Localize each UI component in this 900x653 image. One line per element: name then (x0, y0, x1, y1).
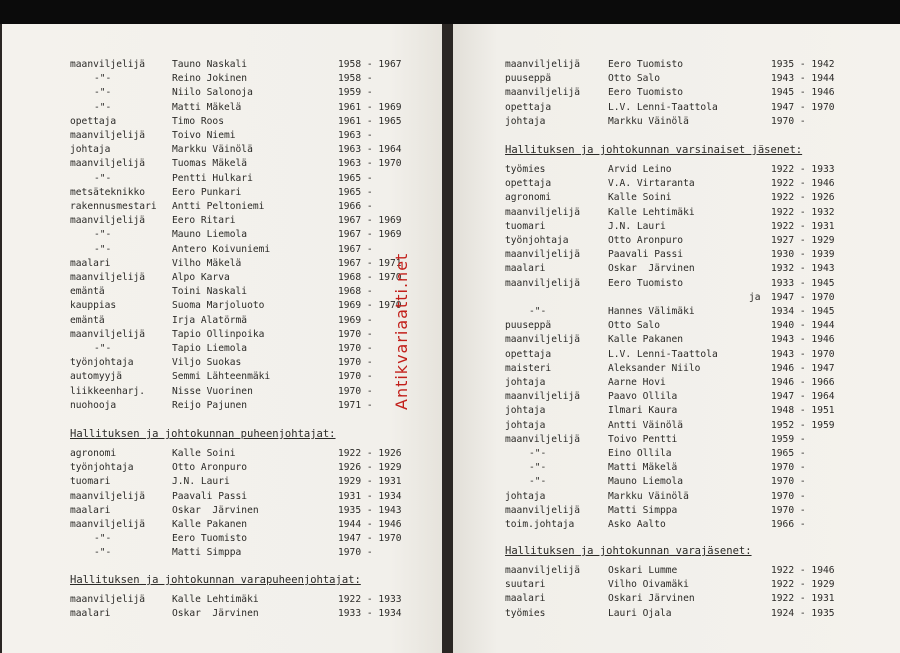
cell-occupation: suutari (505, 579, 546, 591)
table-row (453, 220, 893, 234)
cell-years: 1967 - 1969 (338, 215, 402, 227)
cell-occupation: maanviljelijä (505, 334, 581, 346)
table-row (453, 348, 893, 362)
table-row (2, 299, 442, 313)
cell-occupation: -"- (94, 343, 112, 354)
table-row (453, 206, 893, 220)
table-row (2, 314, 442, 328)
cell-name: Niilo Salonoja (172, 87, 253, 99)
table-row (2, 504, 442, 518)
cell-years: 1943 - 1944 (771, 73, 835, 85)
cell-years: 1927 - 1929 (771, 235, 835, 246)
cell-years: 1922 - 1931 (771, 593, 835, 605)
cell-name: Tapio Liemola (172, 343, 248, 354)
cell-years: 1963 - 1964 (338, 144, 402, 156)
table-row (453, 376, 893, 390)
cell-occupation: maanviljelijä (505, 206, 581, 218)
table-row (2, 58, 442, 72)
cell-name: Kalle Lehtimäki (608, 206, 695, 218)
cell-occupation: rakennusmestari (70, 201, 157, 212)
cell-occupation: maalari (505, 263, 546, 275)
table-row (453, 177, 893, 191)
cell-occupation: maanviljelijä (70, 594, 146, 605)
vice-chairs-heading: Hallituksen ja johtokunnan varapuheenjohtajat: (70, 574, 361, 586)
cell-occupation: -"- (529, 448, 547, 459)
table-row (2, 518, 442, 532)
cell-name: Arvid Leino (608, 164, 672, 175)
cell-name: Eero Tuomisto (608, 277, 684, 289)
cell-occupation: kauppias (70, 300, 117, 312)
cell-years: 1947 - 1970 (771, 101, 835, 113)
cell-occupation: maanviljelijä (70, 328, 146, 340)
table-row (2, 86, 442, 100)
cell-occupation: maanviljelijä (505, 87, 581, 99)
cell-occupation: maalari (505, 593, 546, 605)
table-row (453, 433, 893, 447)
cell-name: Ilmari Kaura (608, 405, 678, 417)
cell-occupation: -"- (94, 533, 112, 545)
cell-occupation: maanviljelijä (70, 519, 146, 530)
table-row (2, 356, 442, 370)
cell-years: 1963 - 1970 (338, 158, 402, 170)
table-row (2, 385, 442, 399)
cell-name: Paavali Passi (608, 249, 684, 261)
cell-name: Semmi Lähteenmäki (172, 371, 271, 383)
cell-occupation: maanviljelijä (505, 391, 581, 403)
cell-name: Antti Peltoniemi (172, 201, 265, 212)
cell-name: J.N. Lauri (608, 220, 666, 232)
cell-name: Matti Simppa (172, 547, 242, 559)
cell-occupation: -"- (94, 87, 112, 99)
cell-name: Nisse Vuorinen (172, 385, 253, 397)
table-row (2, 200, 442, 214)
cell-occupation: nuohooja (70, 399, 117, 411)
cell-years: 1970 - (338, 328, 373, 340)
cell-years: 1965 - (771, 448, 806, 459)
deputies-heading: Hallituksen ja johtokunnan varajäsenet: (505, 545, 752, 557)
members-heading: Hallituksen ja johtokunnan varsinaiset jäsenet: (505, 144, 803, 156)
cell-years: 1922 - 1946 (771, 178, 835, 190)
table-row (2, 546, 442, 560)
cell-occupation: emäntä (70, 286, 105, 298)
cell-name: Otto Aronpuro (608, 235, 684, 246)
cell-name: Kalle Soini (608, 192, 672, 204)
table-row (453, 163, 893, 177)
table-row (2, 475, 442, 489)
cell-name: V.A. Virtaranta (608, 178, 695, 190)
cell-occupation: agronomi (505, 192, 552, 204)
cell-years: 1934 - 1945 (771, 306, 835, 317)
cell-name: Matti Mäkelä (172, 101, 242, 113)
cell-name: J.N. Lauri (172, 476, 230, 488)
cell-occupation: -"- (94, 73, 112, 85)
cell-name: Kalle Lehtimäki (172, 594, 259, 605)
table-row (453, 390, 893, 404)
table-row (453, 101, 893, 115)
cell-name: Hannes Välimäki (608, 306, 695, 317)
cell-name: Kalle Soini (172, 448, 236, 459)
table-row (2, 228, 442, 242)
cell-occupation: emäntä (70, 314, 105, 326)
table-row (453, 362, 893, 376)
cell-name: Markku Väinölä (172, 144, 253, 156)
cell-name: Antti Väinölä (608, 419, 684, 431)
table-row (453, 564, 893, 578)
cell-years: 1961 - 1965 (338, 115, 402, 127)
cell-occupation: työnjohtaja (70, 357, 134, 369)
cell-occupation: maanviljelijä (505, 504, 581, 516)
cell-occupation: maanviljelijä (505, 277, 581, 289)
cell-years: 1943 - 1970 (771, 348, 835, 360)
table-row (2, 285, 442, 299)
table-row (453, 419, 893, 433)
cell-name: Eero Tuomisto (172, 533, 248, 545)
cell-occupation: johtaja (505, 490, 546, 502)
cell-occupation: johtaja (70, 144, 111, 156)
table-row (2, 461, 442, 475)
table-row (453, 490, 893, 504)
table-row (2, 607, 442, 621)
cell-name: Irja Alatörmä (172, 314, 248, 326)
table-row (453, 191, 893, 205)
cell-years: 1970 - (771, 115, 806, 127)
cell-years: 1963 - (338, 130, 373, 141)
table-row (453, 248, 893, 262)
table-row (453, 319, 893, 333)
cell-name: Tauno Naskali (172, 59, 248, 70)
cell-years: 1924 - 1935 (771, 607, 835, 619)
table-row (2, 143, 442, 157)
cell-years: 1922 - 1931 (771, 220, 835, 232)
table-row (453, 578, 893, 592)
cell-name: Oskari Lumme (608, 565, 678, 576)
table-row (453, 262, 893, 276)
cell-years: 1930 - 1939 (771, 249, 835, 261)
table-row (2, 328, 442, 342)
cell-occupation: maalari (70, 504, 111, 516)
cell-occupation: -"- (529, 306, 547, 317)
cell-occupation: työnjohtaja (70, 462, 134, 474)
table-row (453, 115, 893, 129)
cell-years: 1965 - (338, 172, 373, 184)
cell-name: Tuomas Mäkelä (172, 158, 248, 170)
cell-occupation: maanviljelijä (70, 130, 146, 141)
cell-name: Pentti Hulkari (172, 172, 253, 184)
cell-name: Eero Tuomisto (608, 87, 684, 99)
table-row (453, 404, 893, 418)
table-row (453, 475, 893, 489)
cell-years: 1970 - (338, 343, 373, 354)
cell-years: 1968 - 1970 (338, 272, 402, 283)
cell-name: Markku Väinölä (608, 115, 689, 127)
table-row (2, 186, 442, 200)
table-row (453, 58, 893, 72)
table-row (453, 72, 893, 86)
cell-occupation: johtaja (505, 377, 546, 388)
cell-name: Lauri Ojala (608, 607, 672, 619)
table-row (2, 490, 442, 504)
cell-years: 1922 - 1926 (771, 192, 835, 204)
cell-name: ja (749, 291, 761, 303)
cell-name: Aarne Hovi (608, 377, 666, 388)
cell-years: 1959 - (771, 433, 806, 445)
cell-name: Kalle Pakanen (608, 334, 684, 346)
cell-occupation: maanviljelijä (505, 59, 581, 70)
cell-name: Paavo Ollila (608, 391, 678, 403)
cell-occupation: työnjohtaja (505, 235, 569, 246)
table-row (453, 305, 893, 319)
cell-years: 1970 - (771, 504, 806, 516)
cell-occupation: maanviljelijä (505, 249, 581, 261)
cell-years: 1933 - 1934 (338, 608, 402, 620)
cell-years: 1970 - (338, 547, 373, 559)
cell-occupation: opettaja (70, 115, 117, 127)
cell-name: Matti Simppa (608, 504, 678, 516)
cell-years: 1969 - 1970 (338, 300, 402, 312)
cell-years: 1946 - 1966 (771, 377, 835, 388)
cell-occupation: tuomari (505, 220, 546, 232)
cell-years: 1966 - (771, 519, 806, 530)
cell-name: Oskar Järvinen (172, 504, 259, 516)
cell-occupation: maalari (70, 257, 111, 269)
cell-name: Aleksander Niilo (608, 362, 701, 374)
table-row (2, 257, 442, 271)
cell-years: 1935 - 1943 (338, 504, 402, 516)
cell-occupation: tuomari (70, 476, 111, 488)
cell-occupation: automyyjä (70, 371, 122, 383)
cell-occupation: työmies (505, 164, 546, 175)
table-row (453, 504, 893, 518)
cell-occupation: liikkeenharj. (70, 385, 146, 397)
table-row (453, 607, 893, 621)
cell-years: 1970 - (338, 357, 373, 369)
cell-occupation: työmies (505, 607, 546, 619)
right-page (453, 24, 900, 653)
cell-name: Viljo Suokas (172, 357, 242, 369)
table-row (2, 243, 442, 257)
cell-years: 1958 - 1967 (338, 59, 402, 70)
cell-years: 1970 - (771, 476, 806, 488)
cell-years: 1969 - (338, 314, 373, 326)
cell-name: Paavali Passi (172, 490, 248, 502)
cell-years: 1922 - 1929 (771, 579, 835, 591)
cell-years: 1970 - (771, 462, 806, 474)
table-row (2, 399, 442, 413)
cell-name: Mauno Liemola (172, 229, 248, 241)
cell-name: Matti Mäkelä (608, 462, 678, 474)
cell-years: 1952 - 1959 (771, 419, 835, 431)
cell-years: 1970 - (338, 371, 373, 383)
cell-occupation: opettaja (505, 178, 552, 190)
cell-name: Timo Roos (172, 115, 224, 127)
cell-years: 1959 - (338, 87, 373, 99)
table-row (2, 72, 442, 86)
cell-occupation: johtaja (505, 405, 546, 417)
table-row (2, 101, 442, 115)
scan-background (0, 0, 900, 24)
cell-years: 1947 - 1970 (338, 533, 402, 545)
cell-years: 1966 - (338, 201, 373, 212)
cell-occupation: johtaja (505, 115, 546, 127)
cell-years: 1967 - (338, 243, 373, 255)
cell-years: 1943 - 1946 (771, 334, 835, 346)
cell-name: Reijo Pajunen (172, 399, 248, 411)
table-row (453, 291, 893, 305)
cell-name: Vilho Oivamäki (608, 579, 689, 591)
table-row (453, 461, 893, 475)
cell-name: Antero Koivuniemi (172, 243, 271, 255)
cell-years: 1967 - 1971 (338, 257, 402, 269)
cell-occupation: maisteri (505, 362, 552, 374)
cell-name: Otto Salo (608, 320, 660, 332)
cell-occupation: maanviljelijä (70, 490, 146, 502)
cell-years: 1932 - 1943 (771, 263, 835, 275)
cell-years: 1970 - (771, 490, 806, 502)
table-row (2, 447, 442, 461)
cell-name: Kalle Pakanen (172, 519, 248, 530)
cell-years: 1922 - 1933 (338, 594, 402, 605)
cell-occupation: metsäteknikko (70, 186, 146, 198)
table-row (2, 129, 442, 143)
cell-name: Reino Jokinen (172, 73, 248, 85)
cell-occupation: agronomi (70, 448, 117, 459)
cell-name: Alpo Karva (172, 272, 230, 283)
cell-occupation: -"- (94, 229, 112, 241)
cell-occupation: -"- (94, 172, 112, 184)
table-row (453, 447, 893, 461)
cell-name: Markku Väinölä (608, 490, 689, 502)
cell-occupation: opettaja (505, 101, 552, 113)
cell-name: Oskar Järvinen (608, 263, 695, 275)
cell-occupation: -"- (94, 547, 112, 559)
cell-occupation: maanviljelijä (70, 59, 146, 70)
cell-years: 1970 - (338, 385, 373, 397)
table-row (453, 518, 893, 532)
cell-name: Toini Naskali (172, 286, 248, 298)
cell-occupation: -"- (529, 476, 547, 488)
cell-occupation: -"- (529, 462, 547, 474)
cell-years: 1922 - 1932 (771, 206, 835, 218)
cell-occupation: maanviljelijä (70, 272, 146, 283)
cell-years: 1946 - 1947 (771, 362, 835, 374)
cell-years: 1961 - 1969 (338, 101, 402, 113)
cell-name: Asko Aalto (608, 519, 666, 530)
table-row (2, 157, 442, 171)
cell-name: Otto Salo (608, 73, 660, 85)
table-row (2, 115, 442, 129)
cell-name: Mauno Liemola (608, 476, 684, 488)
cell-years: 1922 - 1933 (771, 164, 835, 175)
cell-name: Suoma Marjoluoto (172, 300, 265, 312)
cell-occupation: -"- (94, 101, 112, 113)
cell-occupation: puuseppä (505, 320, 552, 332)
cell-occupation: maalari (70, 608, 111, 620)
cell-years: 1931 - 1934 (338, 490, 402, 502)
table-row (2, 214, 442, 228)
table-row (453, 234, 893, 248)
cell-years: 1935 - 1942 (771, 59, 835, 70)
table-row (453, 333, 893, 347)
cell-years: 1971 - (338, 399, 373, 411)
cell-name: Toivo Niemi (172, 130, 236, 141)
cell-years: 1967 - 1969 (338, 229, 402, 241)
cell-name: Oskar Järvinen (172, 608, 259, 620)
cell-years: 1958 - (338, 73, 373, 85)
cell-years: 1933 - 1945 (771, 277, 835, 289)
cell-name: Toivo Pentti (608, 433, 678, 445)
cell-years: 1947 - 1964 (771, 391, 835, 403)
cell-years: 1944 - 1946 (338, 519, 402, 530)
cell-occupation: opettaja (505, 348, 552, 360)
cell-name: Tapio Ollinpoika (172, 328, 265, 340)
cell-name: Vilho Mäkelä (172, 257, 242, 269)
watermark: Antikvariaatti.net (392, 252, 411, 410)
cell-years: 1965 - (338, 186, 373, 198)
cell-years: 1968 - (338, 286, 373, 298)
cell-years: 1922 - 1946 (771, 565, 835, 576)
cell-occupation: maanviljelijä (505, 565, 581, 576)
cell-years: 1926 - 1929 (338, 462, 402, 474)
table-row (2, 271, 442, 285)
cell-years: 1948 - 1951 (771, 405, 835, 417)
cell-occupation: johtaja (505, 419, 546, 431)
cell-name: Eero Ritari (172, 215, 236, 227)
chairs-heading: Hallituksen ja johtokunnan puheenjohtajat: (70, 428, 336, 440)
cell-occupation: toim.johtaja (505, 519, 575, 530)
left-page (2, 24, 442, 653)
cell-occupation: maanviljelijä (70, 158, 146, 170)
table-row (2, 172, 442, 186)
table-row (2, 532, 442, 546)
table-row (2, 342, 442, 356)
table-row (2, 370, 442, 384)
cell-occupation: -"- (94, 243, 112, 255)
table-row (453, 277, 893, 291)
cell-name: Otto Aronpuro (172, 462, 248, 474)
cell-name: Eero Punkari (172, 186, 242, 198)
cell-years: 1922 - 1926 (338, 448, 402, 459)
cell-name: L.V. Lenni-Taattola (608, 348, 718, 360)
cell-name: Eero Tuomisto (608, 59, 684, 70)
cell-occupation: maanviljelijä (70, 215, 146, 227)
table-row (453, 592, 893, 606)
cell-name: L.V. Lenni-Taattola (608, 101, 718, 113)
table-row (453, 86, 893, 100)
cell-years: 1947 - 1970 (771, 291, 835, 303)
cell-years: 1945 - 1946 (771, 87, 835, 99)
cell-name: Eino Ollila (608, 448, 672, 459)
cell-years: 1940 - 1944 (771, 320, 835, 332)
table-row (2, 593, 442, 607)
cell-occupation: puuseppä (505, 73, 552, 85)
cell-occupation: maanviljelijä (505, 433, 581, 445)
cell-years: 1929 - 1931 (338, 476, 402, 488)
cell-name: Oskari Järvinen (608, 593, 695, 605)
